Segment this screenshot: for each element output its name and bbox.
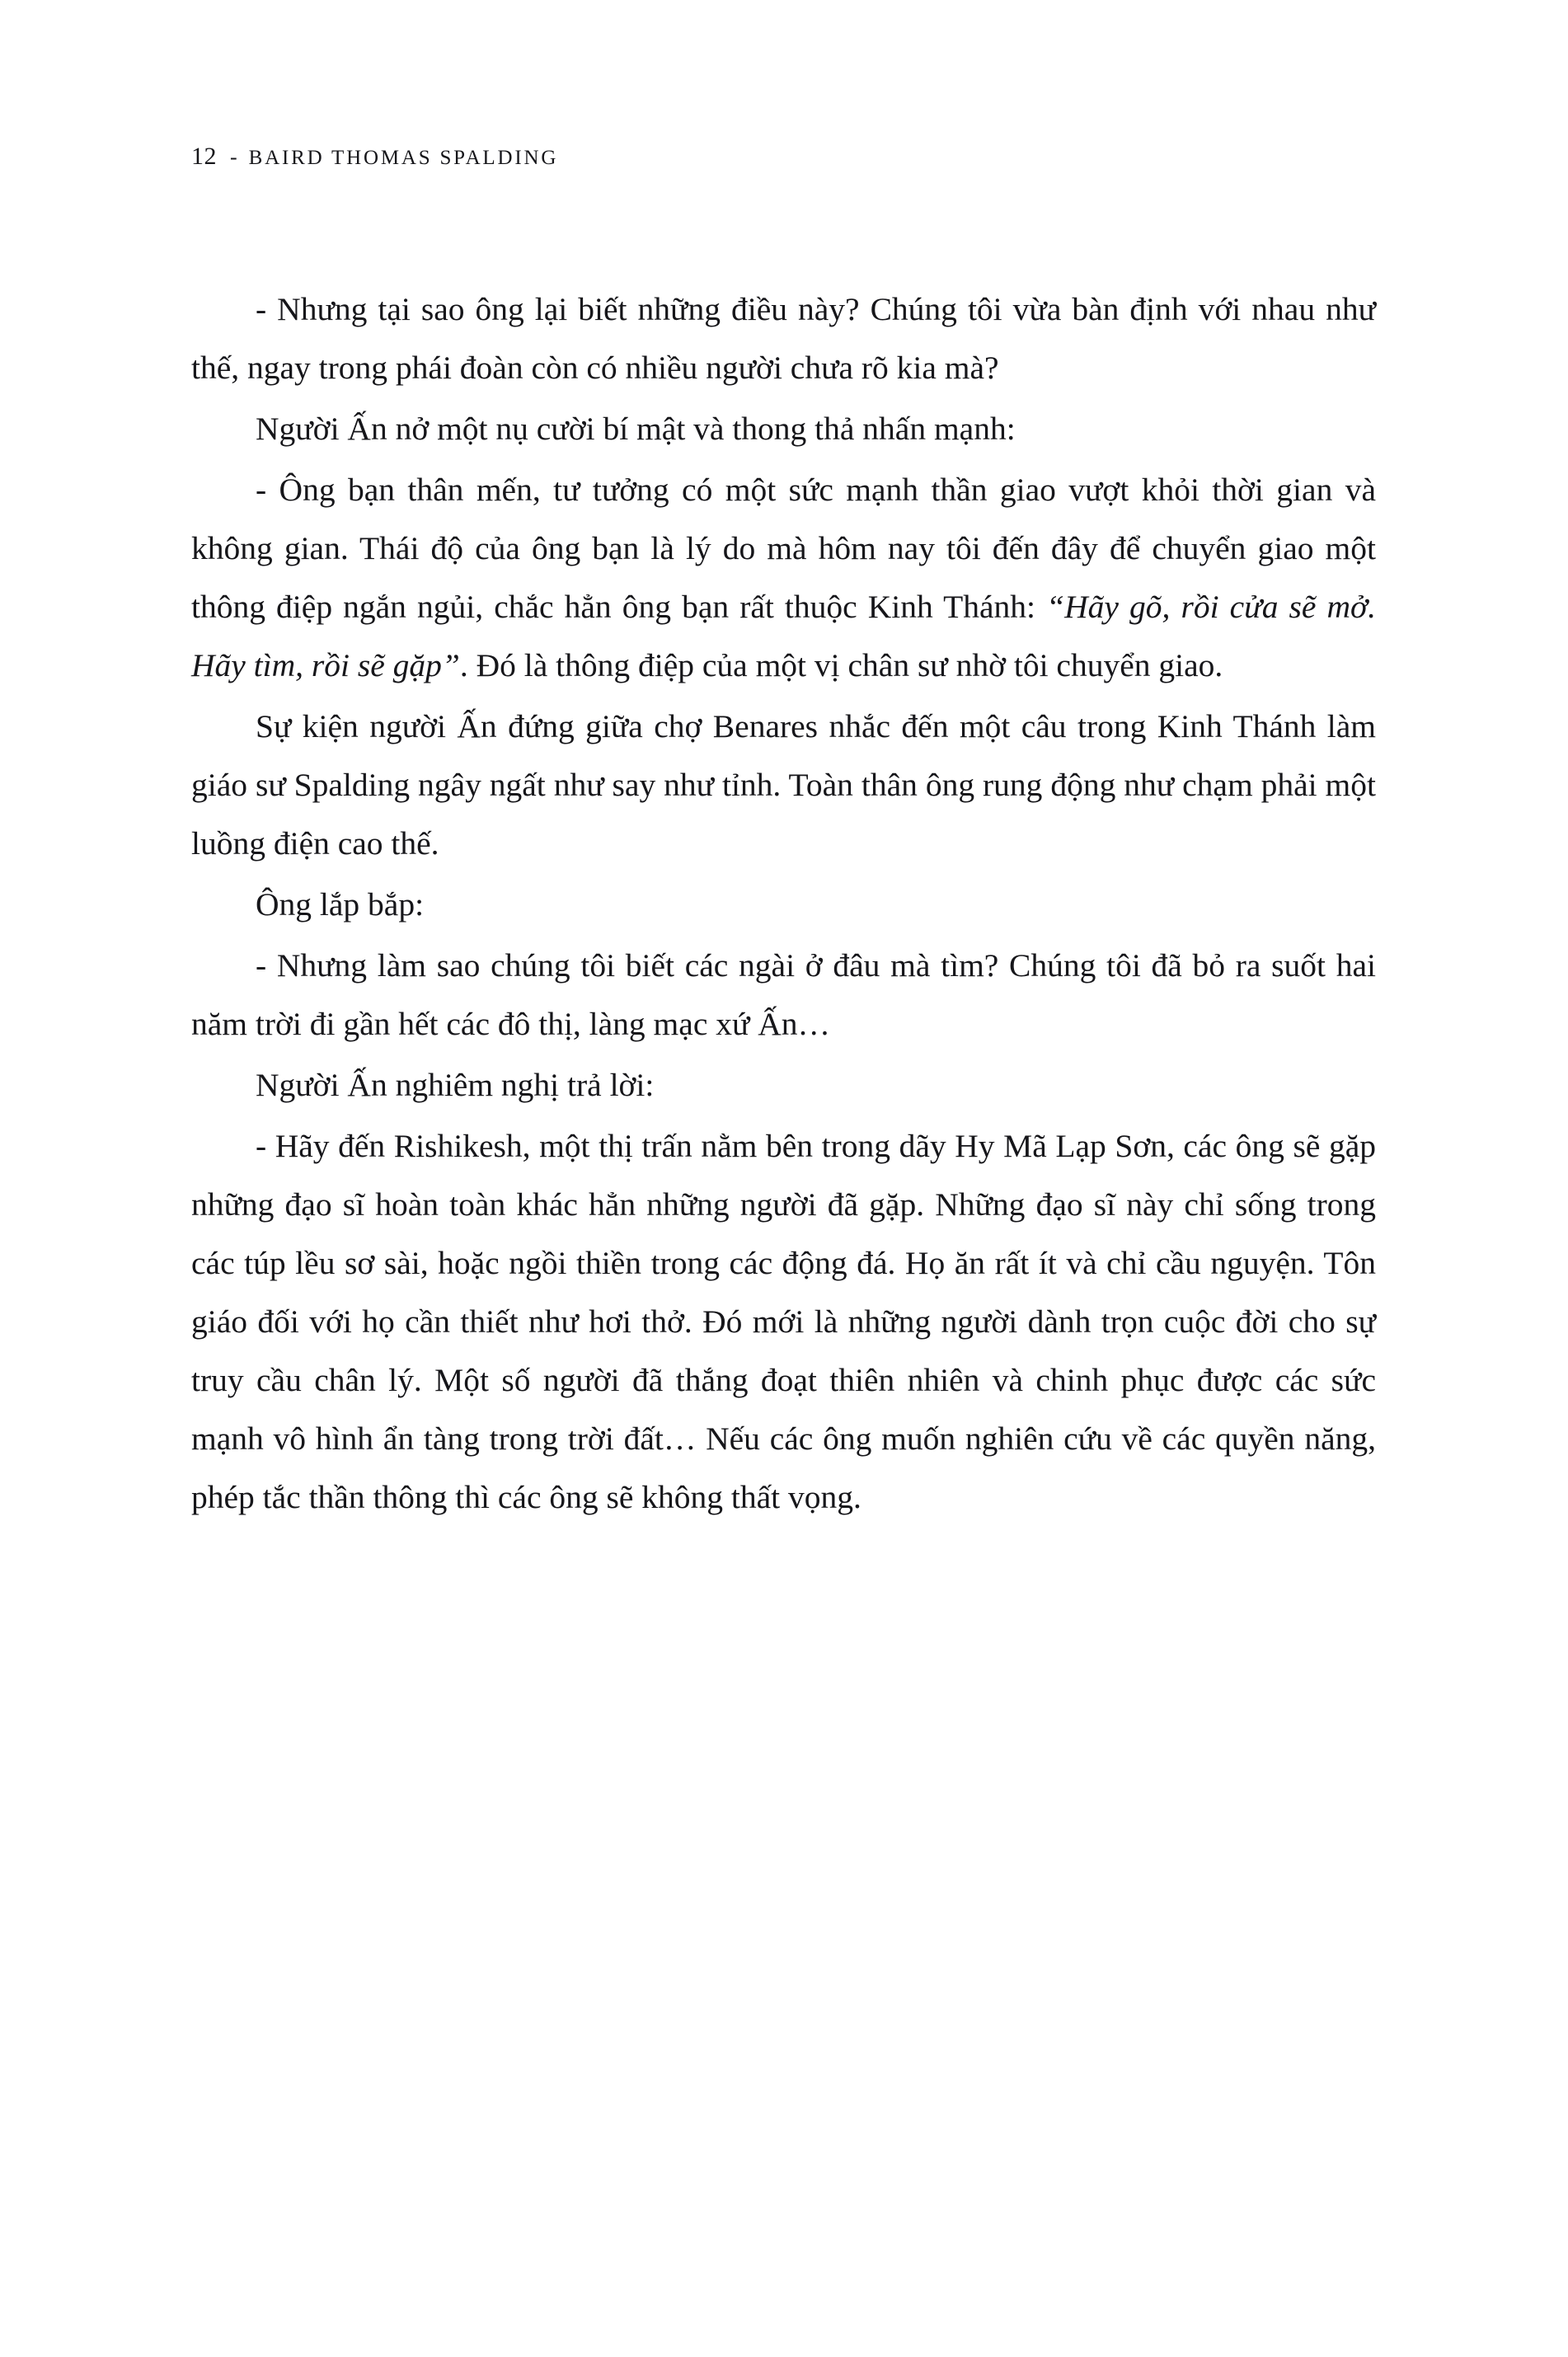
paragraph: Người Ấn nghiêm nghị trả lời: (256, 1067, 655, 1103)
paragraph-lead: - Ông bạn thân mến, tư tưởng có một sức mạnh thần giao vượt khỏi thời gian và không gian. Thái độ của ông bạn là lý do mà hôm nay tôi đến đây để chuyển giao một thông điệp ngắn ngủi, chắc hẳn ông bạn rất thuộc Kinh Thánh: (191, 472, 1376, 625)
paragraph-with-quote (191, 461, 1376, 695)
paragraph: - Nhưng tại sao ông lại biết những điều này? Chúng tôi vừa bàn định với nhau như thế, ngay trong phái đoàn còn có nhiều người chưa rõ kia mà? (191, 291, 1376, 386)
running-head (191, 143, 558, 171)
paragraph: - Nhưng làm sao chúng tôi biết các ngài ở đâu mà tìm? Chúng tôi đã bỏ ra suốt hai năm trời đi gần hết các đô thị, làng mạc xứ Ấn… (191, 947, 1376, 1042)
body-text (191, 280, 1376, 1527)
paragraph: - Hãy đến Rishikesh, một thị trấn nằm bên trong dãy Hy Mã Lạp Sơn, các ông sẽ gặp những đạo sĩ hoàn toàn khác hẳn những người đã gặp. Những đạo sĩ này chỉ sống trong các túp lều sơ sài, hoặc ngồi thiền trong các động đá. Họ ăn rất ít và chỉ cầu nguyện. Tôn giáo đối với họ cần thiết như hơi thở. Đó mới là những người dành trọn cuộc đời cho sự truy cầu chân lý. Một số người đã thắng đoạt thiên nhiên và chinh phục được các sức mạnh vô hình ẩn tàng trong trời đất… Nếu các ông muốn nghiên cứu về các quyền năng, phép tắc thần thông thì các ông sẽ không thất vọng. (191, 1128, 1376, 1515)
running-head-author: BAIRD THOMAS SPALDING (248, 147, 559, 169)
paragraph: Sự kiện người Ấn đứng giữa chợ Benares nhắc đến một câu trong Kinh Thánh làm giáo sư Spalding ngây ngất như say như tỉnh. Toàn thân ông rung động như chạm phải một luồng điện cao thế. (191, 708, 1376, 862)
page-number: 12 (191, 143, 217, 170)
scripture-quote: “Hãy gõ, rồi cửa sẽ mở. Hãy tìm, rồi sẽ gặp” (191, 589, 1377, 683)
paragraph: Người Ấn nở một nụ cười bí mật và thong thả nhấn mạnh: (256, 411, 1016, 447)
running-head-separator: - (230, 145, 237, 169)
paragraph: Ông lắp bắp: (256, 886, 425, 923)
paragraph-tail: . Đó là thông điệp của một vị chân sư nhờ tôi chuyển giao. (459, 647, 1223, 683)
